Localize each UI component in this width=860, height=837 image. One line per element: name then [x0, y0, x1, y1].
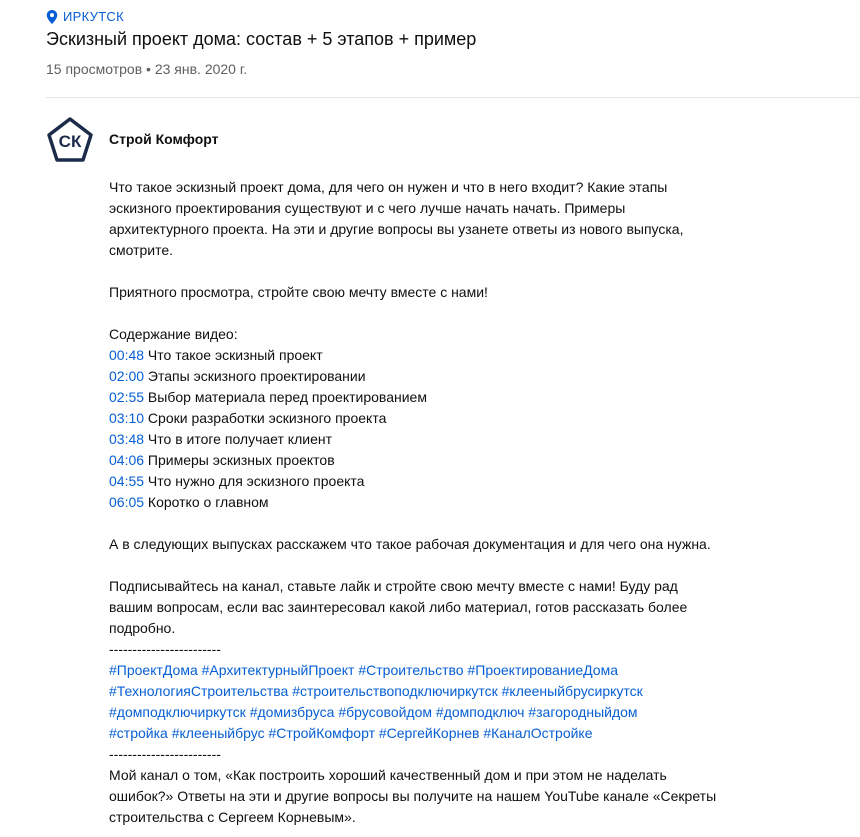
hashtag-link[interactable]: #АрхитектурныйПроект [201, 662, 355, 678]
hashtag-link[interactable]: #брусовойдом [338, 704, 433, 720]
chapter-title: Что в итоге получает клиент [144, 431, 332, 447]
intro-line: смотрите. [109, 242, 174, 258]
subscribe-line: подробно. [109, 620, 176, 636]
location-label[interactable]: ИРКУТСК [63, 9, 124, 24]
hashtag-link[interactable]: #домподключиркутск [109, 704, 246, 720]
channel-logo-text: СК [58, 132, 82, 151]
hashtag-link[interactable]: #стройка [109, 725, 168, 741]
subscribe-line: Подписывайтесь на канал, ставьте лайк и стройте свою мечту вместе с нами! Буду рад [109, 578, 678, 594]
chapter-item [109, 450, 839, 471]
hashtag-link[interactable]: #ПроектированиеДома [467, 662, 619, 678]
hashtag-line [109, 660, 839, 681]
chapter-timestamp-link[interactable]: 06:05 [109, 494, 145, 510]
chapter-item [109, 492, 839, 513]
chapter-timestamp-link[interactable]: 00:48 [109, 347, 145, 363]
greeting-line: Приятного просмотра, стройте свою мечту вместе с нами! [109, 284, 488, 300]
view-count: 15 просмотров [46, 61, 143, 77]
video-description [109, 177, 839, 828]
hashtag-link[interactable]: #клееныйбрус [171, 725, 265, 741]
hashtag-line [109, 702, 839, 723]
hashtag-line [109, 723, 839, 744]
chapter-timestamp-link[interactable]: 04:06 [109, 452, 145, 468]
chapter-item [109, 345, 839, 366]
chapter-title: Этапы эскизного проектировании [144, 368, 366, 384]
chapter-timestamp-link[interactable]: 03:10 [109, 410, 145, 426]
chapter-timestamp-link[interactable]: 04:55 [109, 473, 145, 489]
hashtag-link[interactable]: #клееныйбрусиркутск [501, 683, 643, 699]
chapter-title: Примеры эскизных проектов [144, 452, 335, 468]
chapter-timestamp-link[interactable]: 02:00 [109, 368, 145, 384]
hashtag-link[interactable]: #загородныйдом [528, 704, 638, 720]
meta-separator: • [146, 61, 151, 77]
channel-name[interactable]: Строй Комфорт [109, 131, 219, 147]
chapter-title: Сроки разработки эскизного проекта [144, 410, 387, 426]
publish-date: 23 янв. 2020 г. [154, 61, 248, 77]
hashtag-link[interactable]: #ТехнологияСтроительства [109, 683, 289, 699]
hashtag-line [109, 681, 839, 702]
chapter-list [109, 345, 839, 513]
hashtag-link[interactable]: #КаналОстройке [483, 725, 593, 741]
intro-line: эскизного проектирования существуют и с чего лучше начать начать. Примеры [109, 200, 626, 216]
intro-line: Что такое эскизный проект дома, для чего он нужен и что в него входит? Какие этапы [109, 179, 668, 195]
video-meta [46, 61, 247, 77]
hashtag-block [109, 660, 839, 744]
chapter-title: Что нужно для эскизного проекта [144, 473, 365, 489]
outro-line: строительства с Сергеем Корневым». [109, 809, 356, 825]
intro-line: архитектурного проекта. На эти и другие вопросы вы узанете ответы из нового выпуска, [109, 221, 684, 237]
chapter-title: Выбор материала перед проектированием [144, 389, 427, 405]
location-pin-icon [46, 10, 58, 24]
hashtag-link[interactable]: #домизбруса [249, 704, 335, 720]
outro-line: ошибок?» Ответы на эти и другие вопросы вы получите на нашем YouTube канале «Секреты [109, 788, 717, 804]
dash-separator: ------------------------ [109, 746, 221, 762]
video-title: Эскизный проект дома: состав + 5 этапов + пример [46, 29, 477, 49]
hashtag-link[interactable]: #ПроектДома [109, 662, 198, 678]
chapter-timestamp-link[interactable]: 02:55 [109, 389, 145, 405]
chapter-item [109, 471, 839, 492]
location-tag[interactable] [46, 9, 124, 24]
chapter-item [109, 429, 839, 450]
chapter-title: Коротко о главном [144, 494, 269, 510]
hashtag-link[interactable]: #строительствоподключиркутск [292, 683, 498, 699]
hashtag-link[interactable]: #Строительство [358, 662, 464, 678]
next-episode-line: А в следующих выпусках расскажем что такое рабочая документация и для чего она нужна. [109, 536, 711, 552]
hashtag-link[interactable]: #СтройКомфорт [268, 725, 375, 741]
chapter-timestamp-link[interactable]: 03:48 [109, 431, 145, 447]
contents-title: Содержание видео: [109, 326, 238, 342]
hashtag-link[interactable]: #СергейКорнев [378, 725, 480, 741]
chapter-item [109, 387, 839, 408]
chapter-title: Что такое эскизный проект [144, 347, 323, 363]
channel-avatar[interactable] [46, 116, 94, 164]
outro-line: Мой канал о том, «Как построить хороший качественный дом и при этом не наделать [109, 767, 667, 783]
divider [46, 97, 860, 98]
subscribe-line: вашим вопросам, если вас заинтересовал какой либо материал, готов рассказать более [109, 599, 688, 615]
chapter-item [109, 408, 839, 429]
hashtag-link[interactable]: #домподключ [435, 704, 525, 720]
dash-separator: ------------------------ [109, 641, 221, 657]
chapter-item [109, 366, 839, 387]
